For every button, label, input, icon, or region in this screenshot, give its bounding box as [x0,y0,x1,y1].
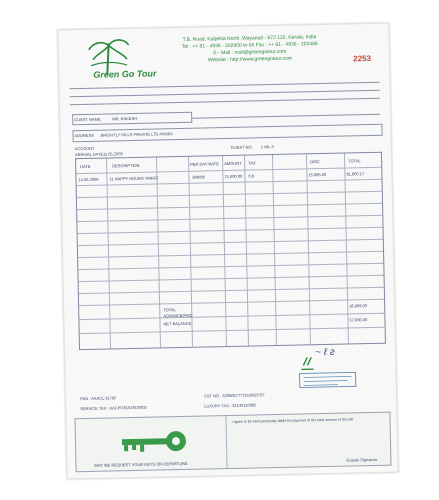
row-date: 14.05.2009 [78,176,99,183]
guest-name-value: MR. RAKESH [112,115,138,122]
pan-label: PAN : AAACL 9176F [80,395,117,402]
guest-no-value: 1 NIL 3 [260,144,274,150]
extra-line-advance: ADVANCE/PAID [163,312,193,319]
serial-number: 2253 [353,53,372,64]
cst-label: CST NO : 32080577775/1962CST [203,392,265,399]
table-column-rule [344,154,349,344]
invoice-sheet [57,23,398,480]
table-row-rule [79,313,384,323]
table-column-rule [106,159,111,349]
header-disc: DISC [310,159,320,165]
table-row-rule [78,227,383,234]
signature-mark: ~ ℓ ƨ [315,346,335,359]
row-tax: 0.8 [248,173,255,179]
table-row-rule [80,327,385,334]
extra-line-net-balance: NET BALANCE [163,320,192,327]
guest-no-label: GUEST NO. [230,144,253,150]
arrival-date-value: 11.05.2009 [102,151,123,157]
header-tax: TAX [248,160,256,166]
ruled-line [70,90,380,97]
signature-caption: Guests Signature [346,456,378,463]
table-column-rule [222,156,227,346]
ruled-line [192,114,380,119]
table-row-rule [77,215,382,222]
bill-table [75,152,386,350]
table-column-rule [156,157,161,347]
address-line-4: Website : http://www.greengotour.com [207,55,293,64]
header-total: TOTAL [348,158,361,164]
address-line-1: T.B. Road, Kalpetta North, Wayanad - 673 122, Kerala, India [182,34,317,43]
address-label: ADDRESS [74,132,94,139]
company-address [135,33,366,66]
subtotal-value: 18,999.00 [349,303,368,309]
ruled-line [70,98,380,105]
declaration-text: I agree to be held personally liable for payment of the total amount of this bill [231,417,354,424]
header-amount: AMOUNT [224,160,242,167]
account-label: ACCOUNT [74,145,95,152]
row-description: 11 HAPPY HOURS TARIFF [109,175,159,182]
company-stamp-icon [297,354,358,389]
extra-line-total: TOTAL [163,307,176,313]
ruled-line [70,82,380,89]
table-row-rule [78,239,383,246]
table-row-rule [79,287,384,294]
row-amount: 71,000.00 [224,173,243,180]
table-row-rule [78,251,383,258]
address-line-3: E - Mail : mail@greengotour.com [213,48,287,57]
footer-panel [74,412,391,473]
table-column-rule [188,157,193,347]
luxury-tax-label: LUXURY TAX : 32140110085 [204,402,257,409]
service-tax-label: SERVICE TAX : AACPI7819JSD0002 [80,404,147,412]
table-row-rule [77,191,382,198]
guest-name-label: GUEST NAME [74,116,101,123]
key-caption: MAY WE REQUEST YOUR KEYS ON DEPARTURE [94,460,188,468]
arrival-date-label: ARRIVAL DATE [74,151,104,158]
key-panel [75,416,227,471]
address-value: BRIGHTLY HILLS PRIVATE LTD ARABA [100,131,173,138]
address-line-2: Tel : ++ 91 - 4936 - 202900 to 04 Fax : ++ 91 - 4936 - 203486 [181,41,318,50]
key-icon [116,427,191,459]
row-rate: 600/08 [192,174,205,180]
company-logo-text: Green Go Tour [93,68,157,80]
table-row-rule [78,263,383,270]
row-disc: 15,085.00 [308,171,327,178]
table-row-rule [79,299,384,309]
header-description: DESCRIPTION [112,162,140,169]
declaration-panel [227,413,388,468]
table-column-rule [272,155,277,345]
table-row-rule [77,203,382,210]
header-date: DATE [80,163,91,170]
table-column-rule [306,154,311,344]
header-rate: PER DAY RATE [190,161,219,167]
table-row-rule [79,275,384,282]
row-total: 81,800.17 [346,171,365,177]
grand-total-value: 57,000.00 [349,317,368,323]
table-column-rule [244,156,249,346]
